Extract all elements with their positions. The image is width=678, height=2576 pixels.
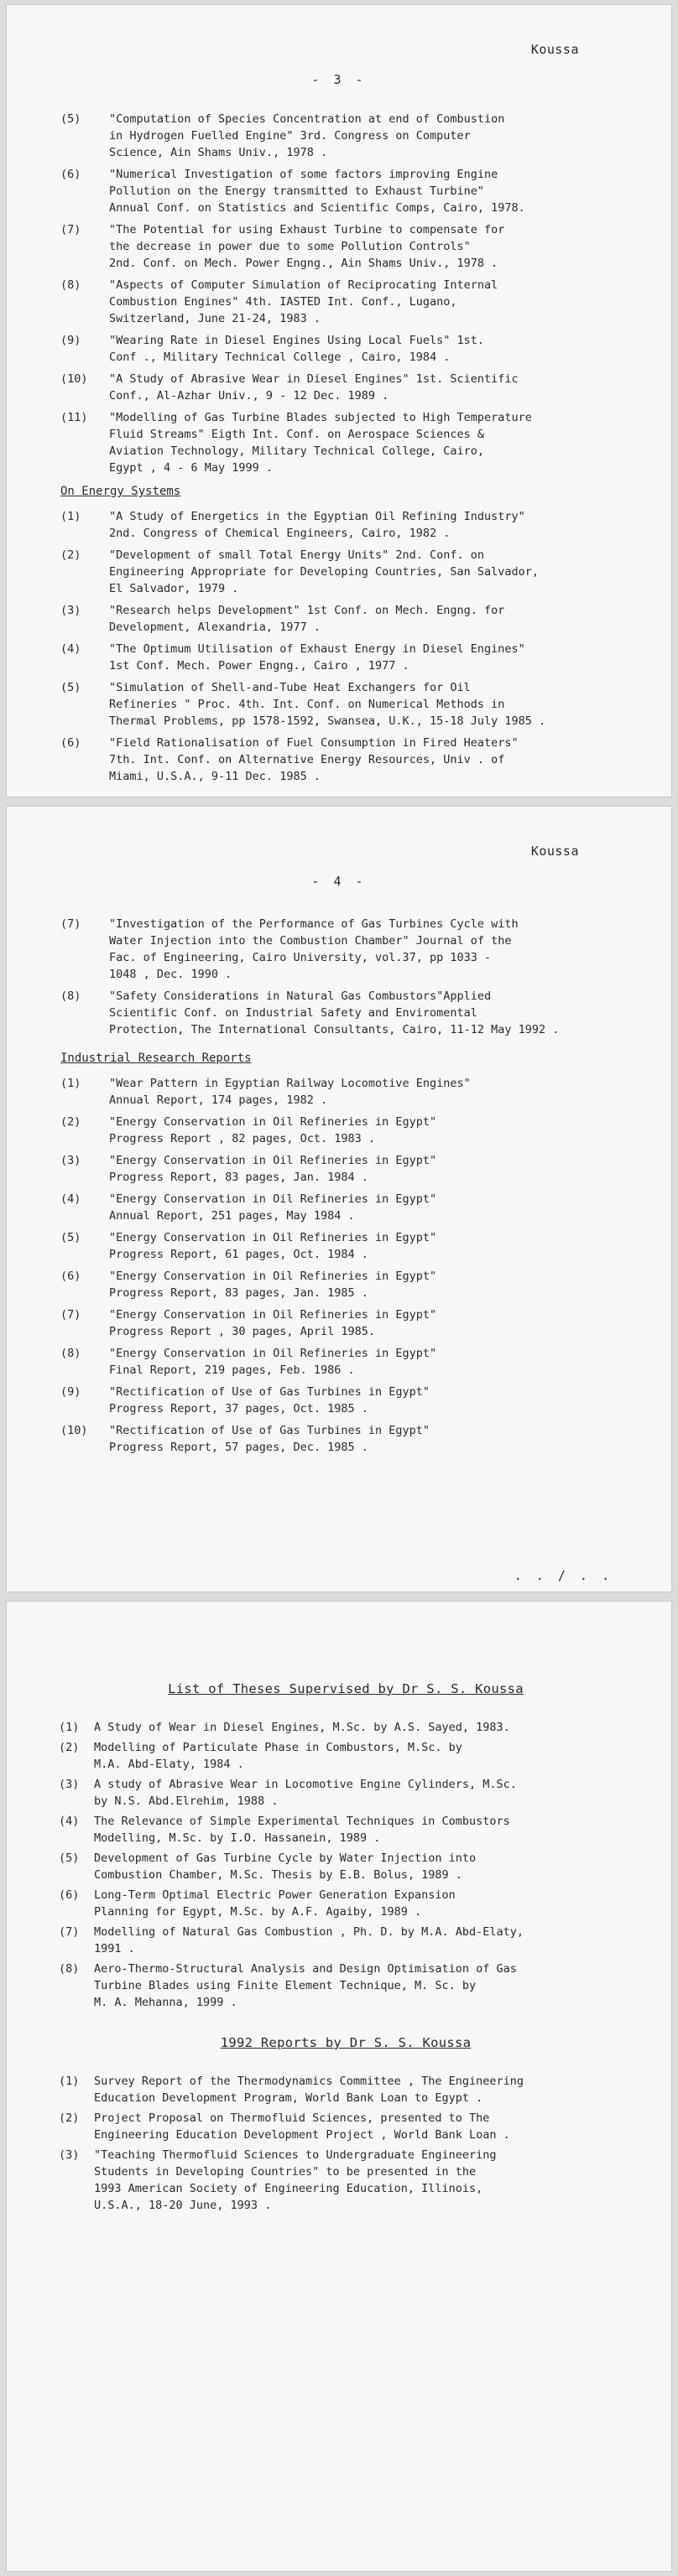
page-content — [57, 111, 638, 790]
reference-entry — [57, 1114, 638, 1147]
theses-heading: List of Theses Supervised by Dr S. S. Koussa — [168, 1681, 524, 1696]
entry-number: (4) — [59, 1815, 80, 1828]
reference-entry — [57, 508, 638, 542]
page-number: - 3 - — [311, 72, 367, 87]
reference-entry — [57, 735, 638, 785]
reference-entry — [57, 221, 638, 272]
entry-text: "Energy Conservation in Oil Refineries in Egypt" Progress Report , 82 pages, Oct. 1983 . — [109, 1115, 437, 1145]
entry-number: (2) — [60, 548, 81, 562]
list-item — [54, 1739, 638, 1773]
section-heading: Industrial Research Reports — [60, 1052, 252, 1065]
reference-entry — [57, 1152, 638, 1186]
entry-number: (5) — [60, 1231, 81, 1244]
entry-number: (11) — [60, 411, 88, 424]
list-item — [54, 1850, 638, 1883]
entry-text: "Energy Conservation in Oil Refineries in Egypt" Progress Report, 61 pages, Oct. 1984 . — [109, 1231, 437, 1261]
entry-text: "The Potential for using Exhaust Turbine to compensate for the decrease in power due to some Pollution Controls" 2nd. Conf. on Mech. Power Engng., Ain Shams Univ., 1978 . — [109, 223, 505, 270]
continued-marker: . . / . . — [514, 1568, 613, 1583]
document-page-4 — [7, 807, 671, 1592]
list-item — [54, 1887, 638, 1920]
entry-number: (2) — [59, 2111, 80, 2125]
entry-text: "Research helps Development" 1st Conf. on Mech. Engng. for Development, Alexandria, 1977 . — [109, 604, 505, 634]
entry-number: (5) — [59, 1852, 80, 1865]
document-page-5 — [7, 1602, 671, 2571]
entry-text: Modelling of Natural Gas Combustion , Ph. D. by M.A. Abd-Elaty, 1991 . — [94, 1925, 524, 1955]
entry-number: (9) — [60, 334, 81, 347]
entry-number: (9) — [60, 1385, 81, 1399]
reference-entry — [57, 1422, 638, 1456]
section-heading: On Energy Systems — [60, 485, 181, 498]
entry-list — [57, 1075, 638, 1456]
page-number: - 4 - — [311, 874, 367, 889]
entry-number: (3) — [59, 1778, 80, 1791]
reference-entry — [57, 679, 638, 730]
list-item — [54, 1961, 638, 2011]
reference-entry — [57, 1229, 638, 1263]
entry-text: "Aspects of Computer Simulation of Reciprocating Internal Combustion Engines" 4th. IASTED Int. Conf., Lugano, Switzerland, June 21-24, 1983 . — [109, 278, 498, 325]
entry-number: (3) — [60, 1154, 81, 1167]
entry-number: (3) — [59, 2148, 80, 2162]
entry-number: (6) — [60, 168, 81, 181]
list-item — [54, 1924, 638, 1957]
reference-entry — [57, 332, 638, 366]
list-item — [54, 1813, 638, 1846]
reference-entry — [57, 1345, 638, 1379]
reference-entry — [57, 111, 638, 161]
entry-number: (1) — [60, 510, 81, 523]
entry-number: (6) — [59, 1888, 80, 1902]
list-item — [54, 2147, 638, 2214]
entry-number: (4) — [60, 1192, 81, 1206]
entry-text: "A Study of Energetics in the Egyptian Oil Refining Industry" 2nd. Congress of Chemical Engineers, Cairo, 1982 . — [109, 510, 525, 540]
entry-number: (5) — [60, 681, 81, 694]
entry-text: "Wear Pattern in Egyptian Railway Locomotive Engines" Annual Report, 174 pages, 1982 . — [109, 1077, 471, 1107]
reference-entry — [57, 166, 638, 216]
reports-heading: 1992 Reports by Dr S. S. Koussa — [220, 2035, 472, 2050]
entry-number: (7) — [60, 1308, 81, 1322]
list-item — [54, 2110, 638, 2143]
reports-list — [54, 2073, 638, 2214]
entry-number: (2) — [59, 1741, 80, 1754]
entry-number: (3) — [60, 604, 81, 617]
entry-text: "Investigation of the Performance of Gas Turbines Cycle with Water Injection into the Combustion Chamber" Journal of the Fac. of Engineering, Cairo University, vol.37, pp 1033 - 1048 , Dec. 1990 . — [109, 917, 519, 981]
reference-entry — [57, 1075, 638, 1109]
entry-number: (1) — [59, 1721, 80, 1734]
page-content — [57, 916, 638, 1461]
entry-number: (8) — [59, 1962, 80, 1976]
entry-number: (6) — [60, 736, 81, 750]
entry-number: (10) — [60, 372, 88, 386]
entry-number: (6) — [60, 1270, 81, 1283]
entry-number: (4) — [60, 642, 81, 656]
reference-entry — [57, 277, 638, 327]
entry-text: "Development of small Total Energy Units" 2nd. Conf. on Engineering Appropriate for Developing Countries, San Salvador, El Salvador, 1979 . — [109, 548, 540, 595]
entry-text: "A Study of Abrasive Wear in Diesel Engines" 1st. Scientific Conf., Al-Azhar Univ., 9 - 12 Dec. 1989 . — [109, 372, 519, 402]
page-content — [54, 1680, 638, 2217]
entry-number: (5) — [60, 112, 81, 126]
reference-entry — [57, 916, 638, 983]
entry-text: "Wearing Rate in Diesel Engines Using Local Fuels" 1st. Conf ., Military Technical College , Cairo, 1984 . — [109, 334, 485, 364]
entry-text: Long-Term Optimal Electric Power Generation Expansion Planning for Egypt, M.Sc. by A.F. Agaiby, 1989 . — [94, 1888, 456, 1919]
entry-text: "Computation of Species Concentration at end of Combustion in Hydrogen Fuelled Engine" 3rd. Congress on Computer Science, Ain Shams Univ., 1978 . — [109, 112, 505, 159]
entry-text: "Simulation of Shell-and-Tube Heat Exchangers for Oil Refineries " Proc. 4th. Int. Conf. on Numerical Methods in Thermal Problems, pp 1578-1592, Swansea, U.K., 15-18 July 1985 . — [109, 681, 546, 728]
entry-text: Project Proposal on Thermofluid Sciences, presented to The Engineering Education Development Project , World Bank Loan . — [94, 2111, 510, 2142]
entry-text: "Numerical Investigation of some factors improving Engine Pollution on the Energy transmitted to Exhaust Turbine" Annual Conf. on Statistics and Scientific Comps, Cairo, 1978. — [109, 168, 525, 215]
reference-entry — [57, 988, 638, 1038]
entry-text: "Energy Conservation in Oil Refineries in Egypt" Annual Report, 251 pages, May 1984 . — [109, 1192, 437, 1223]
entry-text: The Relevance of Simple Experimental Techniques in Combustors Modelling, M.Sc. by I.O. Hassanein, 1989 . — [94, 1815, 510, 1845]
reference-entry — [57, 1384, 638, 1417]
entry-number: (1) — [60, 1077, 81, 1090]
entry-list — [57, 508, 638, 785]
entry-number: (7) — [60, 223, 81, 236]
entry-text: "Safety Considerations in Natural Gas Combustors"Applied Scientific Conf. on Industrial Safety and Enviromental Protection, The International Consultants, Cairo, 11-12 May 1992 . — [109, 989, 560, 1036]
entry-number: (8) — [60, 989, 81, 1003]
entry-number: (10) — [60, 1424, 88, 1437]
entry-text: "Modelling of Gas Turbine Blades subjected to High Temperature Fluid Streams" Eigth Int. Conf. on Aerospace Sciences & Aviation Technology, Military Technical College, Cairo, Egypt , 4 - 6 May 1999 . — [109, 411, 532, 475]
reference-entry — [57, 1268, 638, 1301]
reference-entry — [57, 409, 638, 476]
reference-entry — [57, 1306, 638, 1340]
entry-text: "Teaching Thermofluid Sciences to Undergraduate Engineering Students in Developing Countries" to be presented in the 1993 American Society of Engineering Education, Illinois, U.S.A., 18-20 June, 1993 . — [94, 2148, 497, 2212]
entry-text: A study of Abrasive Wear in Locomotive Engine Cylinders, M.Sc. by N.S. Abd.Elrehim, 1988 . — [94, 1778, 517, 1808]
entry-number: (2) — [60, 1115, 81, 1129]
entry-text: Modelling of Particulate Phase in Combustors, M.Sc. by M.A. Abd-Elaty, 1984 . — [94, 1741, 462, 1771]
list-item — [54, 1719, 638, 1736]
page-author: Koussa — [530, 42, 579, 57]
entry-text: "Field Rationalisation of Fuel Consumption in Fired Heaters" 7th. Int. Conf. on Alternative Energy Resources, Univ . of Miami, U.S.A., 9-11 Dec. 1985 . — [109, 736, 519, 783]
entry-text: A Study of Wear in Diesel Engines, M.Sc. by A.S. Sayed, 1983. — [94, 1721, 510, 1734]
reference-entry — [57, 1191, 638, 1224]
theses-list — [54, 1719, 638, 2011]
entry-text: Survey Report of the Thermodynamics Committee , The Engineering Education Development Program, World Bank Loan to Egypt . — [94, 2075, 524, 2105]
entry-text: Development of Gas Turbine Cycle by Water Injection into Combustion Chamber, M.Sc. Thesis by E.B. Bolus, 1989 . — [94, 1852, 477, 1882]
entry-text: Aero-Thermo-Structural Analysis and Design Optimisation of Gas Turbine Blades using Finite Element Technique, M. Sc. by M. A. Mehanna, 1999 . — [94, 1962, 517, 2009]
entry-number: (8) — [60, 1347, 81, 1360]
list-item — [54, 1776, 638, 1810]
reference-entry — [57, 547, 638, 597]
entry-list — [57, 916, 638, 1038]
reference-entry — [57, 641, 638, 674]
reference-entry — [57, 602, 638, 636]
entry-text: "Energy Conservation in Oil Refineries in Egypt" Progress Report, 83 pages, Jan. 1985 . — [109, 1270, 437, 1300]
entry-number: (7) — [59, 1925, 80, 1939]
entry-list — [57, 111, 638, 476]
entry-text: "Energy Conservation in Oil Refineries in Egypt" Progress Report, 83 pages, Jan. 1984 . — [109, 1154, 437, 1184]
entry-text: "The Optimum Utilisation of Exhaust Energy in Diesel Engines" 1st Conf. Mech. Power Engng., Cairo , 1977 . — [109, 642, 525, 673]
entry-number: (1) — [59, 2075, 80, 2088]
list-item — [54, 2073, 638, 2106]
reference-entry — [57, 371, 638, 404]
entry-number: (7) — [60, 917, 81, 931]
page-author: Koussa — [530, 844, 579, 859]
entry-number: (8) — [60, 278, 81, 292]
entry-text: "Rectification of Use of Gas Turbines in Egypt" Progress Report, 37 pages, Oct. 1985 . — [109, 1385, 430, 1415]
entry-text: "Rectification of Use of Gas Turbines in Egypt" Progress Report, 57 pages, Dec. 1985 . — [109, 1424, 430, 1454]
entry-text: "Energy Conservation in Oil Refineries in Egypt" Progress Report , 30 pages, April 1985. — [109, 1308, 437, 1338]
entry-text: "Energy Conservation in Oil Refineries in Egypt" Final Report, 219 pages, Feb. 1986 . — [109, 1347, 437, 1377]
document-page-3 — [7, 5, 671, 797]
